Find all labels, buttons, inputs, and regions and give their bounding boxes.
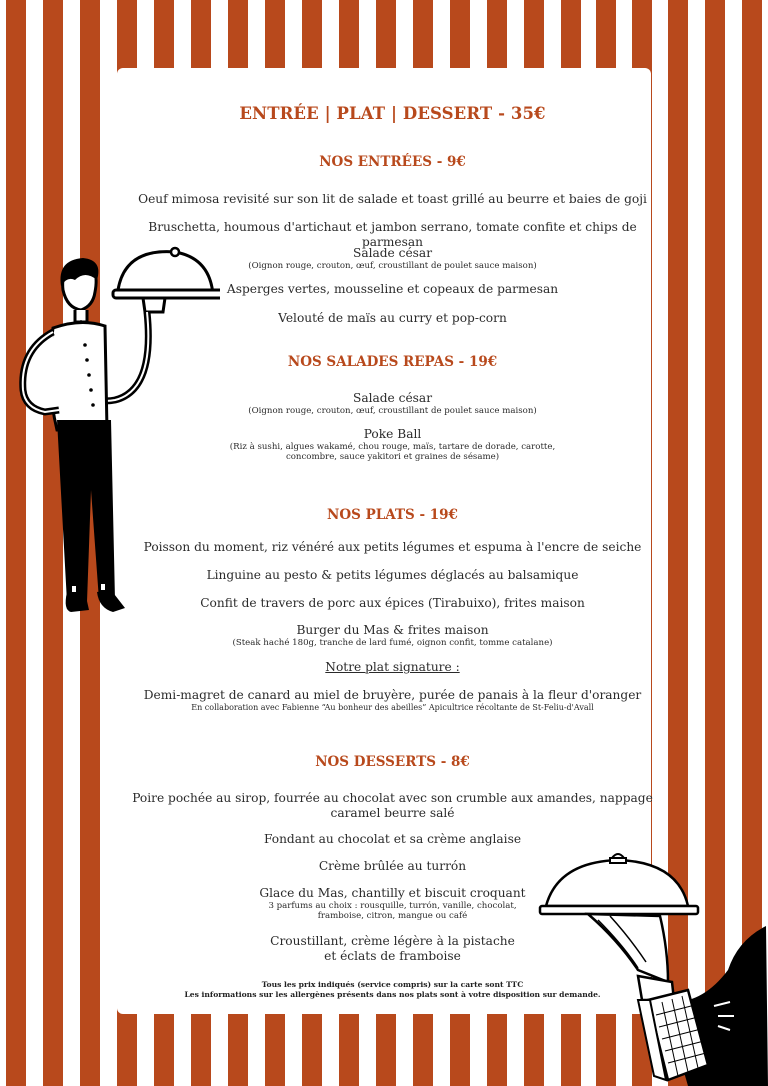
menu-item: Poisson du moment, riz vénéré aux petits légumes et espuma à l'encre de seiche bbox=[143, 540, 642, 554]
menu-item: Poire pochée au sirop, fourrée au chocolat avec son crumble aux amandes, nappage caramel beurre salé bbox=[132, 791, 653, 820]
footer-prices-note: Tous les prix indiqués (service compris) sur la carte sont TTC bbox=[261, 980, 524, 989]
section-title-plats: NOS PLATS - 19€ bbox=[327, 507, 458, 523]
menu-item: Asperges vertes, mousseline et copeaux de parmesan bbox=[226, 282, 559, 296]
menu-item: Burger du Mas & frites maison (Steak haché 180g, tranche de lard fumé, oignon confit, tomme catalane) bbox=[232, 623, 553, 648]
menu-item: Oeuf mimosa revisité sur son lit de salade et toast grillé au beurre et baies de goji bbox=[138, 192, 647, 206]
menu-title: ENTRÉE | PLAT | DESSERT - 35€ bbox=[239, 104, 546, 123]
menu-item: Fondant au chocolat et sa crème anglaise bbox=[263, 832, 522, 846]
waiter-holding-cloche-icon bbox=[15, 240, 220, 620]
menu-item: Bruschetta, houmous d'artichaut et jambon serrano, tomate confite et chips de parmesan bbox=[148, 220, 637, 249]
menu-item: Velouté de maïs au curry et pop-corn bbox=[278, 311, 507, 325]
menu-item: Salade césar (Oignon rouge, crouton, œuf, croustillant de poulet sauce maison) bbox=[248, 391, 537, 416]
section-title-desserts: NOS DESSERTS - 8€ bbox=[315, 754, 470, 770]
signature-dish: Demi-magret de canard au miel de bruyère, purée de panais à la fleur d'oranger En collaboration avec Fabienne “Au bonheur des abeilles” Apicultrice récoltante de St-Feliu-d'Avall bbox=[143, 688, 642, 712]
menu-item: Confit de travers de porc aux épices (Tirabuixo), frites maison bbox=[200, 596, 585, 610]
menu-item: Salade césar (Oignon rouge, crouton, œuf, croustillant de poulet sauce maison) bbox=[248, 246, 537, 271]
menu-item: Poke Ball (Riz à sushi, algues wakamé, chou rouge, maïs, tartare de dorade, carotte, concombre, sauce yakitori et graines de sésame) bbox=[229, 427, 556, 462]
hand-holding-cloche-icon bbox=[538, 850, 768, 1086]
section-title-entrees: NOS ENTRÉES - 9€ bbox=[319, 154, 466, 170]
signature-label: Notre plat signature : bbox=[325, 660, 460, 674]
footer-allergens-note: Les informations sur les allergènes présents dans nos plats sont à votre disposition sur demande. bbox=[184, 990, 601, 999]
menu-item: Glace du Mas, chantilly et biscuit croquant 3 parfums au choix : rousquille, turrón, vanille, chocolat, framboise, citron, mangue ou café bbox=[259, 886, 526, 921]
menu-item: Linguine au pesto & petits légumes déglacés au balsamique bbox=[206, 568, 579, 582]
menu-item: Crème brûlée au turrón bbox=[318, 859, 467, 873]
section-title-salades: NOS SALADES REPAS - 19€ bbox=[287, 354, 498, 370]
menu-item: Croustillant, crème légère à la pistache et éclats de framboise bbox=[270, 934, 515, 963]
